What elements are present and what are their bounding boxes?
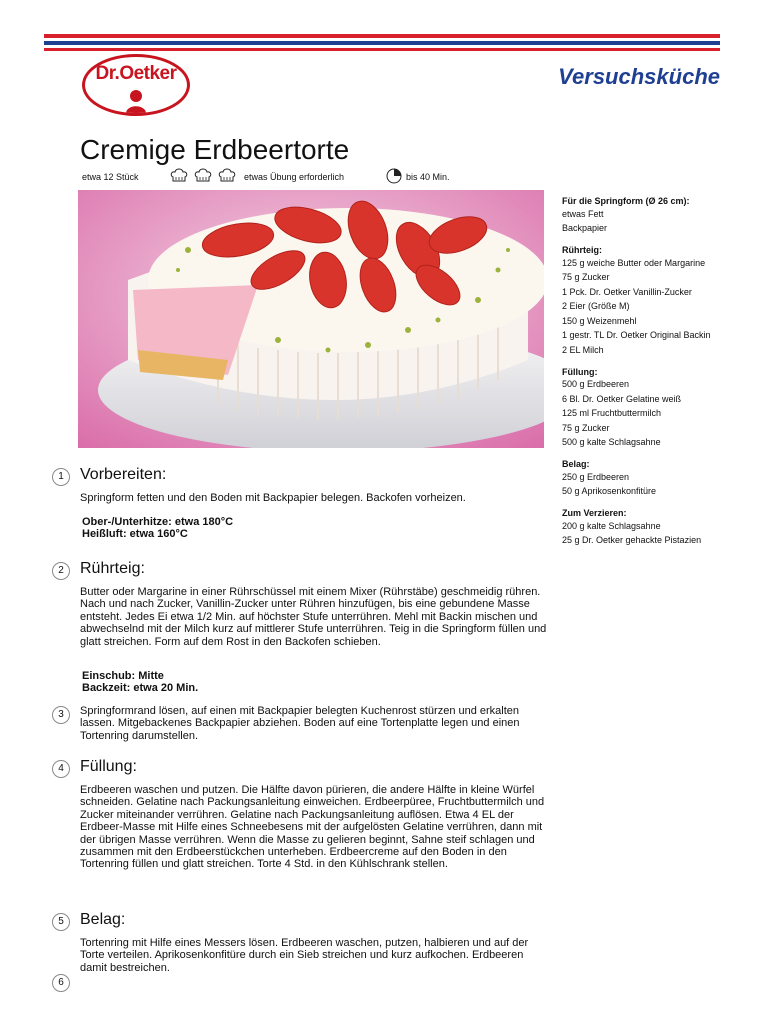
ingredients-list: [562, 194, 742, 550]
ingredient-item: 125 g weiche Butter oder Margarine: [562, 257, 706, 268]
step-text: Springform fetten und den Boden mit Backpapier belegen. Backofen vorheizen.: [80, 492, 466, 504]
ingredient-group-heading: Für die Springform (Ø 26 cm):: [562, 196, 690, 206]
step-note: Heißluft: etwa 160°C: [82, 528, 188, 540]
ingredient-group-heading: Belag:: [562, 459, 590, 469]
ingredient-item: 2 Eier (Größe M): [562, 301, 630, 311]
header-stripe-red-lower: [44, 48, 720, 51]
brand-right-label: Versuchsküche: [558, 64, 720, 89]
ingredient-item: 75 g Zucker: [562, 422, 610, 433]
step-number-badge: 2: [52, 562, 70, 580]
ingredient-group-heading: Füllung:: [562, 366, 598, 377]
step-title: Füllung:: [80, 758, 137, 775]
ingredient-item: 200 g kalte Schlagsahne: [562, 520, 661, 531]
ingredient-group-heading: Zum Verzieren:: [562, 508, 627, 518]
ingredient-item: 1 gestr. TL Dr. Oetker Original Backin: [562, 330, 711, 340]
brand-logo: [82, 54, 190, 116]
step-note: Ober-/Unterhitze: etwa 180°C: [82, 516, 234, 528]
recipe-difficulty: etwas Übung erforderlich: [244, 172, 345, 182]
step-number-badge: 1: [52, 468, 70, 486]
ingredient-group-fuellung: [562, 365, 742, 449]
ingredient-group-heading: Rührteig:: [562, 245, 602, 255]
step-number-badge: 5: [52, 913, 70, 931]
ingredient-item: 125 ml Fruchtbuttermilch: [562, 408, 662, 418]
step-title: Vorbereiten:: [80, 466, 167, 483]
ingredient-item: 25 g Dr. Oetker gehackte Pistazien: [562, 535, 702, 545]
ingredient-item: Backpapier: [562, 223, 608, 233]
header-stripe-blue: [44, 41, 720, 45]
ingredient-group-belag: [562, 457, 742, 497]
step-text: Tortenring mit Hilfe eines Messers lösen. Erdbeeren waschen, putzen, halbieren und auf der Torte verteilen. Aprikosenkonfitüre durch ein Sieb streichen und kurz aufkochen. Erdbeeren damit bestreichen.: [80, 937, 529, 974]
clock-icon: [386, 168, 402, 184]
ingredient-item: 1 Pck. Dr. Oetker Vanillin-Zucker: [562, 286, 692, 297]
ingredient-group-verzieren: [562, 506, 742, 546]
step-text: Butter oder Margarine in einer Rührschüssel mit einem Mixer (Rührstäbe) geschmeidig rühren. Nach und nach Zucker, Vanillin-Zucker unter Rühren hinzufügen, bis eine gebundene Masse entsteht. Jedes Ei etwa 1/2 Min. auf höchster Stufe unterrühren. Mehl mit Backin mischen und abwechselnd mit der Milch kurz auf mittlerer Stufe unterrühren. Teig in die Springform füllen und glatt streichen. Form auf dem Rost in den Backofen schieben.: [80, 586, 547, 648]
recipe-servings: etwa 12 Stück: [82, 172, 139, 182]
chef-hat-icon: [170, 168, 188, 182]
ingredient-item: 6 Bl. Dr. Oetker Gelatine weiß: [562, 393, 682, 404]
ingredient-item: 2 EL Milch: [562, 344, 604, 355]
step-title: Rührteig:: [80, 560, 145, 577]
logo-head-silhouette-icon: [125, 87, 147, 113]
step-note: Einschub: Mitte: [82, 670, 164, 682]
chef-hat-icon: [218, 168, 236, 182]
recipe-time: bis 40 Min.: [406, 172, 450, 182]
step-number-badge: 4: [52, 760, 70, 778]
step-number-badge: 6: [52, 974, 70, 992]
chef-hat-icon: [194, 168, 212, 182]
recipe-title: Cremige Erdbeertorte: [80, 134, 350, 165]
step-text: Springformrand lösen, auf einen mit Backpapier belegten Kuchenrost stürzen und erkalten lassen. Mitgebackenes Backpapier abziehen. Boden auf eine Tortenplatte legen und einen Tortenring darumstellen.: [80, 705, 520, 742]
brand-logo-text: Dr.Oetker: [95, 63, 177, 84]
ingredient-group-ruehrteig: [562, 243, 742, 356]
ingredient-item: 50 g Aprikosenkonfitüre: [562, 486, 657, 496]
ingredient-item: 500 g kalte Schlagsahne: [562, 437, 661, 447]
ingredient-item: 500 g Erdbeeren: [562, 379, 630, 389]
ingredient-group-springform: [562, 194, 742, 234]
ingredient-item: etwas Fett: [562, 208, 604, 219]
ingredient-item: 150 g Weizenmehl: [562, 315, 637, 326]
ingredient-item: 75 g Zucker: [562, 272, 610, 282]
cake-photo: [78, 190, 544, 448]
step-note: Backzeit: etwa 20 Min.: [82, 682, 199, 694]
step-text: Erdbeeren waschen und putzen. Die Hälfte davon pürieren, die andere Hälfte in kleine Würfel schneiden. Gelatine nach Packungsanleitung einweichen. Erdbeerpüree, Fruchtbuttermilch und Zucker miteinander verrühren. Gelatine nach Packungsanleitung auflösen. Etwa 4 EL der Erdbeer-Masse mit Hilfe eines Schneebesens mit der aufgelösten Gelatine verrühren, dann mit der übrigen Masse verrühren. Wenn die Masse zu gelieren beginnt, Sahne steif schlagen und zusammen mit den Erdbeerstückchen unterheben. Erdbeercreme auf den Boden in den Tortenring füllen und glatt streichen. Torte 4 Std. in den Kühlschrank stellen.: [80, 784, 545, 871]
step-title: Belag:: [80, 911, 126, 928]
step-number-badge: 3: [52, 706, 70, 724]
ingredient-item: 250 g Erdbeeren: [562, 471, 630, 482]
